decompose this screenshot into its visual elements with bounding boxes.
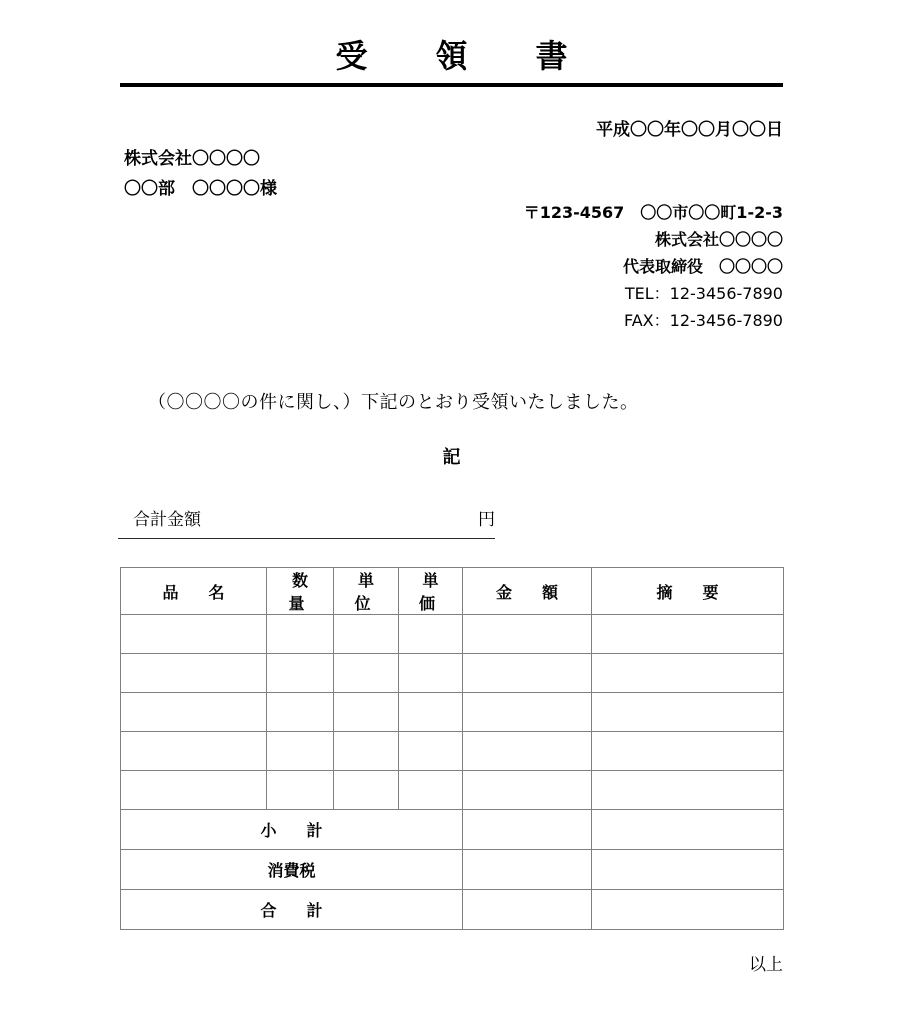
column-header-unit-price: 単 価 [399, 568, 463, 615]
cell-unit-price[interactable] [399, 693, 463, 732]
cell-unit[interactable] [334, 771, 399, 810]
cell-unit-price[interactable] [399, 771, 463, 810]
cell-item-name[interactable] [121, 615, 267, 654]
cell-unit-price[interactable] [399, 732, 463, 771]
recipient-block [124, 144, 277, 204]
cell-unit[interactable] [334, 693, 399, 732]
cell-item-name[interactable] [121, 693, 267, 732]
total-amount-underline [118, 538, 495, 539]
cell-amount[interactable] [463, 615, 592, 654]
tax-amount[interactable] [463, 850, 592, 890]
footer-note: 以上 [749, 955, 783, 975]
cell-quantity[interactable] [267, 693, 334, 732]
ki-mark: 記 [442, 447, 461, 468]
cell-note[interactable] [592, 693, 784, 732]
document-date: 平成〇〇年〇〇月〇〇日 [596, 120, 783, 140]
table-row [121, 732, 784, 771]
total-amount-line [133, 508, 495, 538]
page-title: 受 領 書 [335, 37, 586, 75]
tax-label: 消費税 [121, 850, 463, 890]
subtotal-label: 小 計 [121, 810, 463, 850]
grandtotal-label: 合 計 [121, 890, 463, 930]
table-row [121, 615, 784, 654]
tax-row [121, 850, 784, 890]
column-header-unit: 単 位 [334, 568, 399, 615]
cell-amount[interactable] [463, 654, 592, 693]
cell-item-name[interactable] [121, 732, 267, 771]
cell-quantity[interactable] [267, 771, 334, 810]
sender-tel: TEL：12-3456-7890 [624, 284, 783, 303]
grandtotal-amount[interactable] [463, 890, 592, 930]
cell-note[interactable] [592, 732, 784, 771]
column-header-quantity: 数 量 [267, 568, 334, 615]
cell-amount[interactable] [463, 771, 592, 810]
cell-quantity[interactable] [267, 654, 334, 693]
cell-quantity[interactable] [267, 615, 334, 654]
body-sentence: （〇〇〇〇の件に関し、）下記のとおり受領いたしました。 [148, 392, 639, 413]
cell-quantity[interactable] [267, 732, 334, 771]
items-table [120, 567, 784, 930]
table-row [121, 654, 784, 693]
sender-postal-address: 〒123-4567 〇〇市〇〇町1-2-3 [523, 203, 783, 222]
grandtotal-note[interactable] [592, 890, 784, 930]
cell-note[interactable] [592, 615, 784, 654]
cell-note[interactable] [592, 654, 784, 693]
column-header-amount: 金 額 [463, 568, 592, 615]
total-amount-unit: 円 [478, 510, 495, 530]
sender-representative: 代表取締役 〇〇〇〇 [622, 257, 783, 276]
cell-note[interactable] [592, 771, 784, 810]
subtotal-note[interactable] [592, 810, 784, 850]
column-header-note: 摘 要 [592, 568, 784, 615]
cell-unit-price[interactable] [399, 615, 463, 654]
subtotal-row [121, 810, 784, 850]
tax-note[interactable] [592, 850, 784, 890]
title-divider [120, 83, 783, 87]
cell-unit-price[interactable] [399, 654, 463, 693]
cell-item-name[interactable] [121, 654, 267, 693]
grandtotal-row [121, 890, 784, 930]
table-header-row [121, 568, 784, 615]
sender-block [383, 199, 783, 334]
cell-unit[interactable] [334, 732, 399, 771]
column-header-item-name: 品 名 [121, 568, 267, 615]
recipient-company: 株式会社〇〇〇〇 [124, 149, 260, 169]
cell-unit[interactable] [334, 615, 399, 654]
sender-fax: FAX：12-3456-7890 [624, 311, 783, 330]
total-amount-label: 合計金額 [133, 510, 201, 530]
cell-unit[interactable] [334, 654, 399, 693]
cell-amount[interactable] [463, 693, 592, 732]
table-row [121, 771, 784, 810]
cell-item-name[interactable] [121, 771, 267, 810]
sender-company: 株式会社〇〇〇〇 [654, 230, 783, 249]
subtotal-amount[interactable] [463, 810, 592, 850]
table-row [121, 693, 784, 732]
cell-amount[interactable] [463, 732, 592, 771]
recipient-department-person: 〇〇部 〇〇〇〇様 [124, 179, 277, 199]
